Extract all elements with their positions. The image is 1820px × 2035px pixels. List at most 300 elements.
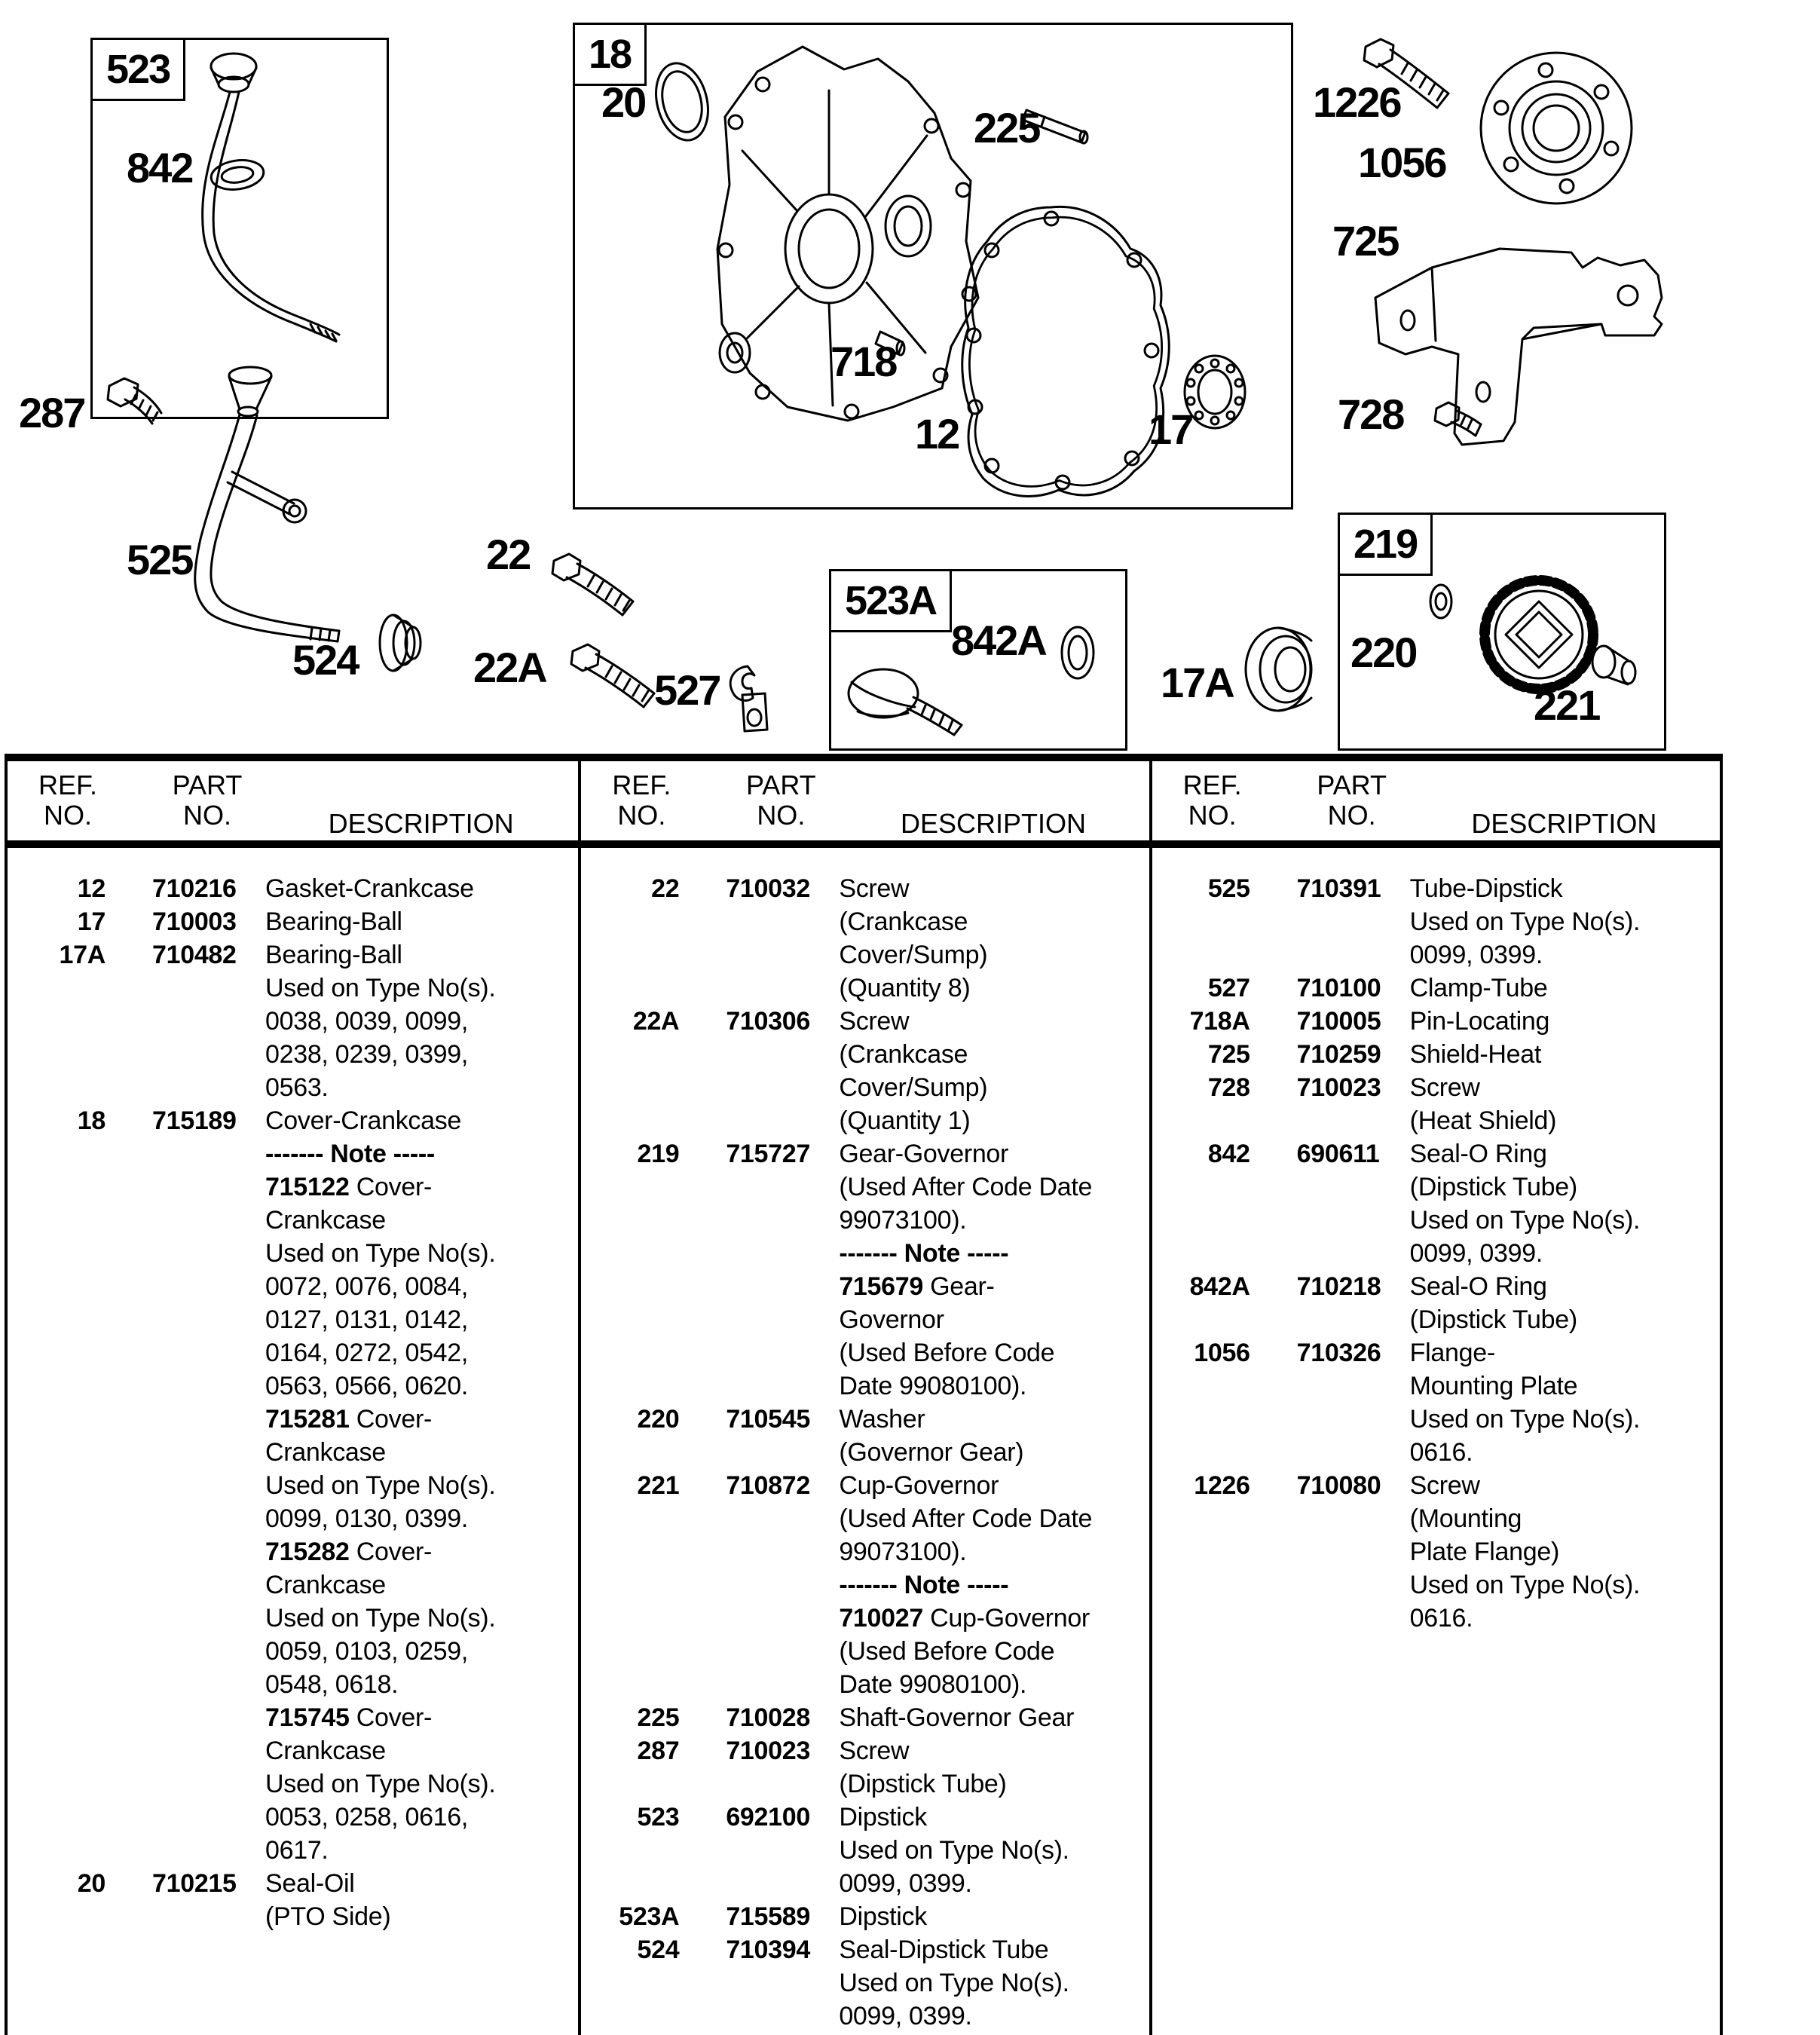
table-row (1152, 1502, 1720, 1535)
part-no (1297, 1403, 1410, 1436)
table-row (8, 1635, 578, 1668)
description: (Quantity 8) (839, 974, 971, 1002)
table-row (1152, 1071, 1720, 1104)
table-row (8, 1900, 578, 1933)
description: (Quantity 1) (839, 1106, 971, 1135)
part-no: 710545 (726, 1405, 810, 1434)
ref-no (581, 972, 679, 1005)
table-row (581, 1900, 1149, 1933)
table-row (581, 1834, 1149, 1867)
part-no (1297, 1369, 1410, 1403)
ref-no (581, 1635, 679, 1668)
table-row (8, 1005, 578, 1038)
part-no (1297, 1237, 1410, 1270)
description: Bearing-Ball (265, 907, 402, 936)
description: Date 99080100). (839, 1372, 1027, 1400)
ref-no: 725 (1207, 1040, 1250, 1069)
header-description: DESCRIPTION (1471, 808, 1657, 839)
part-no: 710394 (726, 1936, 810, 1964)
part-group-label-523A: 523A (829, 569, 952, 632)
ref-no (581, 1602, 679, 1635)
ref-no (8, 972, 106, 1005)
description: Gear-Governor (839, 1140, 1009, 1168)
description: 0099, 0399. (1409, 941, 1543, 969)
table-row (581, 1005, 1149, 1038)
ref-no (1152, 1436, 1250, 1469)
part-no (726, 1171, 839, 1204)
description: Plate Flange) (1409, 1538, 1559, 1566)
part-no (1297, 1436, 1410, 1469)
table-row (8, 1767, 578, 1801)
table-row (8, 905, 578, 938)
table-row (1152, 1436, 1720, 1469)
part-no (726, 1568, 839, 1602)
table-column-3 (1149, 761, 1720, 2035)
part-no: 710216 (152, 874, 237, 903)
ref-no: 219 (637, 1140, 680, 1168)
part-no (726, 1436, 839, 1469)
table-row (8, 1602, 578, 1635)
description: 0238, 0239, 0399, (265, 1040, 469, 1069)
ref-no (581, 2000, 679, 2033)
description: 0563, 0566, 0620. (265, 1372, 469, 1400)
ref-no: 728 (1207, 1073, 1250, 1102)
part-no (152, 1568, 265, 1602)
callout-1226: 1226 (1313, 78, 1401, 126)
ref-no (581, 1966, 679, 2000)
part-no (726, 1767, 839, 1801)
part-no (152, 972, 265, 1005)
table-row (581, 1137, 1149, 1171)
ref-no (8, 1171, 106, 1204)
ref-no (581, 1303, 679, 1336)
description: (Used Before Code (839, 1339, 1055, 1367)
ref-no (581, 1502, 679, 1535)
description: Used on Type No(s). (839, 1969, 1069, 1997)
part-no: 715189 (152, 1106, 237, 1135)
table-row (8, 1867, 578, 1900)
part-no (1297, 938, 1410, 972)
description: Crankcase (265, 1206, 386, 1235)
part-no: 710100 (1296, 974, 1381, 1002)
part-no: 710306 (726, 1007, 810, 1036)
ref-no (581, 1336, 679, 1369)
table-rows (1152, 848, 1720, 1635)
part-no (1297, 1602, 1410, 1635)
description: 0127, 0131, 0142, (265, 1305, 469, 1334)
callout-20: 20 (601, 78, 646, 126)
part-no: 710080 (1296, 1471, 1381, 1500)
part-no (726, 972, 839, 1005)
description: Clamp-Tube (1409, 974, 1548, 1002)
ref-no (581, 1270, 679, 1303)
part-no: 710023 (726, 1737, 810, 1765)
description: Used on Type No(s). (265, 974, 496, 1002)
callout-12: 12 (915, 410, 959, 457)
table-row (581, 905, 1149, 938)
callout-17A: 17A (1161, 659, 1234, 706)
ref-no (581, 938, 679, 972)
description: (Used Before Code (839, 1637, 1055, 1666)
description: Washer (839, 1405, 925, 1434)
table-row (1152, 1104, 1720, 1137)
ref-no (8, 1403, 106, 1436)
part-no: 715727 (726, 1140, 810, 1168)
ref-no (581, 1834, 679, 1867)
table-row (8, 1137, 578, 1171)
description: 0548, 0618. (265, 1670, 399, 1699)
part-no: 710872 (726, 1471, 810, 1500)
description: Shield-Heat (1409, 1040, 1542, 1069)
description: (Heat Shield) (1409, 1106, 1557, 1135)
callout-22: 22 (486, 531, 531, 578)
ref-no (581, 1668, 679, 1701)
description: Dipstick (839, 1803, 927, 1831)
part-no (726, 1867, 839, 1900)
table-row (581, 872, 1149, 905)
table-row (581, 1336, 1149, 1369)
part-no (726, 1834, 839, 1867)
ref-no (8, 1303, 106, 1336)
description: ------- Note ----- (839, 1571, 1009, 1599)
part-no: 710326 (1296, 1339, 1381, 1367)
ref-no (581, 1104, 679, 1137)
description: ------- Note ----- (839, 1239, 1009, 1268)
callout-287: 287 (19, 389, 85, 436)
ref-no (1152, 1369, 1250, 1403)
description: Used on Type No(s). (1409, 1206, 1641, 1235)
callout-718: 718 (830, 338, 897, 385)
table-row (1152, 872, 1720, 905)
part-no (152, 1767, 265, 1801)
ref-no (1152, 1171, 1250, 1204)
table-column-2 (578, 761, 1149, 2035)
part-no (152, 1237, 265, 1270)
ref-no (581, 1237, 679, 1270)
table-row (1152, 1369, 1720, 1403)
callout-842: 842 (127, 144, 193, 191)
description: 715281 Cover- (265, 1405, 433, 1434)
ref-no: 842A (1189, 1272, 1250, 1301)
ref-no (581, 1767, 679, 1801)
description: (Used After Code Date (839, 1504, 1093, 1533)
ref-no: 523A (619, 1902, 680, 1931)
callout-221: 221 (1534, 681, 1600, 729)
ref-no (1152, 1403, 1250, 1436)
part-no (152, 1436, 265, 1469)
table-row (8, 1369, 578, 1403)
ref-no (1152, 1568, 1250, 1602)
description: Seal-Dipstick Tube (839, 1936, 1049, 1964)
ref-no: 225 (637, 1703, 680, 1732)
part-no (152, 1535, 265, 1568)
part-no (152, 1336, 265, 1369)
table-row (581, 1801, 1149, 1834)
callout-728: 728 (1338, 390, 1404, 438)
table-row (1152, 1237, 1720, 1270)
ref-no (581, 1038, 679, 1071)
ref-no (8, 1668, 106, 1701)
ref-no (581, 1369, 679, 1403)
table-row (581, 1369, 1149, 1403)
ref-no: 12 (77, 874, 106, 903)
description: Dipstick (839, 1902, 927, 1931)
part-no: 692100 (726, 1803, 810, 1831)
ref-no (581, 1204, 679, 1237)
table-row (8, 938, 578, 972)
header-ref-no: REF. NO. (38, 770, 97, 831)
table-row (581, 1602, 1149, 1635)
ref-no (1152, 1602, 1250, 1635)
table-header (8, 761, 578, 848)
ref-no (8, 1071, 106, 1104)
description: (Crankcase (839, 907, 968, 936)
ref-no (581, 1568, 679, 1602)
description: Used on Type No(s). (265, 1770, 496, 1798)
table-row (581, 1668, 1149, 1701)
ref-no (8, 1701, 106, 1734)
table-row (1152, 1137, 1720, 1171)
part-no (152, 1369, 265, 1403)
ref-no (1152, 1204, 1250, 1237)
table-row (8, 1303, 578, 1336)
ref-no: 718A (1189, 1007, 1250, 1036)
ref-no (8, 1635, 106, 1668)
ref-no: 524 (637, 1936, 680, 1964)
part-no: 715589 (726, 1902, 810, 1931)
part-group-box-523 (90, 38, 389, 419)
table-row (581, 1701, 1149, 1734)
description: Used on Type No(s). (1409, 1571, 1641, 1599)
table-row (1152, 1038, 1720, 1071)
part-no: 710215 (152, 1869, 237, 1898)
ref-no (8, 1369, 106, 1403)
table-row (581, 938, 1149, 972)
ref-no (8, 1502, 106, 1535)
header-description: DESCRIPTION (328, 808, 514, 839)
table-row (8, 872, 578, 905)
ref-no: 20 (77, 1869, 106, 1898)
part-no (726, 1270, 839, 1303)
table-row (8, 1668, 578, 1701)
table-row (8, 1535, 578, 1568)
part-no (726, 1104, 839, 1137)
description: 0616. (1409, 1604, 1473, 1633)
part-no: 690611 (1296, 1140, 1380, 1168)
description: Cover/Sump) (839, 1073, 988, 1102)
ref-no (8, 1568, 106, 1602)
ref-no: 525 (1207, 874, 1250, 903)
ref-no (8, 1602, 106, 1635)
description: 0053, 0258, 0616, (265, 1803, 469, 1831)
description: Crankcase (265, 1438, 386, 1467)
part-no (726, 1237, 839, 1270)
ref-no (8, 1038, 106, 1071)
description: Shaft-Governor Gear (839, 1703, 1075, 1732)
table-row (8, 1270, 578, 1303)
table-row (8, 1038, 578, 1071)
table-row (1152, 1171, 1720, 1204)
part-no (152, 1635, 265, 1668)
table-row (8, 1237, 578, 1270)
ref-no (1152, 1502, 1250, 1535)
part-no (1297, 1535, 1410, 1568)
ref-no (1152, 1104, 1250, 1137)
ref-no (1152, 1237, 1250, 1270)
ref-no (8, 1900, 106, 1933)
ref-no (1152, 905, 1250, 938)
ref-no (8, 1137, 106, 1171)
table-row (8, 1568, 578, 1602)
table-header (581, 761, 1149, 848)
part-no (152, 1900, 265, 1933)
ref-no: 17A (59, 941, 106, 969)
part-no (152, 1204, 265, 1237)
table-row (1152, 905, 1720, 938)
part-no (1297, 905, 1410, 938)
callout-527: 527 (654, 666, 720, 714)
ref-no: 18 (77, 1106, 106, 1135)
ref-no (581, 1436, 679, 1469)
ref-no (1152, 938, 1250, 972)
part-no (726, 905, 839, 938)
description: (Dipstick Tube) (839, 1770, 1007, 1798)
ref-no: 17 (77, 907, 106, 936)
table-row (581, 1867, 1149, 1900)
description: Screw (839, 874, 910, 903)
table-column-1 (8, 761, 578, 2035)
ref-no (8, 1005, 106, 1038)
description: Seal-Oil (265, 1869, 355, 1898)
description: 715679 Gear- (839, 1272, 995, 1301)
description: Screw (1409, 1073, 1480, 1102)
table-row (581, 1502, 1149, 1535)
description: ------- Note ----- (265, 1140, 435, 1168)
part-no (726, 1602, 839, 1635)
part-no (152, 1701, 265, 1734)
part-no (726, 938, 839, 972)
table-row (581, 1303, 1149, 1336)
description: 0563. (265, 1073, 329, 1102)
ref-no: 523 (637, 1803, 680, 1831)
description: 0059, 0103, 0259, (265, 1637, 469, 1666)
table-row (581, 1635, 1149, 1668)
callout-524: 524 (292, 636, 359, 684)
part-no (152, 1801, 265, 1834)
header-ref-no: REF. NO. (612, 770, 671, 831)
ref-no: 220 (637, 1405, 680, 1434)
part-no (152, 1303, 265, 1336)
description: (Crankcase (839, 1040, 968, 1069)
part-no (726, 1204, 839, 1237)
part-group-label-523: 523 (90, 38, 185, 101)
part-no (152, 1071, 265, 1104)
table-row (581, 1171, 1149, 1204)
table-row (8, 1171, 578, 1204)
table-row (8, 1834, 578, 1867)
ref-no (8, 1469, 106, 1502)
ref-no: 22A (632, 1007, 680, 1036)
table-row (8, 1469, 578, 1502)
description: 0072, 0076, 0084, (265, 1272, 469, 1301)
description: (Mounting (1409, 1504, 1522, 1533)
part-no (1297, 1502, 1410, 1535)
ref-no: 1056 (1194, 1339, 1250, 1367)
part-no (152, 1171, 265, 1204)
part-no (1297, 1303, 1410, 1336)
part-no (726, 1635, 839, 1668)
description: Date 99080100). (839, 1670, 1027, 1699)
part-no (152, 1734, 265, 1767)
part-no (152, 1469, 265, 1502)
table-row (1152, 1535, 1720, 1568)
part-no (1297, 1104, 1410, 1137)
part-no: 710218 (1296, 1272, 1381, 1301)
part-group-label-18: 18 (573, 23, 647, 86)
part-no (152, 1403, 265, 1436)
part-no: 710259 (1296, 1040, 1381, 1069)
ref-no (581, 1867, 679, 1900)
header-description: DESCRIPTION (900, 808, 1087, 839)
description: 0099, 0399. (839, 2002, 972, 2030)
description: 0038, 0039, 0099, (265, 1007, 469, 1036)
table-rows (581, 848, 1149, 2033)
part-no (726, 1336, 839, 1369)
header-part-no: PART NO. (745, 770, 816, 831)
description: Screw (1409, 1471, 1480, 1500)
part-no: 710391 (1296, 874, 1381, 903)
callout-225: 225 (974, 104, 1040, 151)
part-no: 710482 (152, 941, 237, 969)
description: 0617. (265, 1836, 329, 1865)
part-no (726, 1038, 839, 1071)
table-row (581, 1038, 1149, 1071)
part-no (152, 1602, 265, 1635)
part-no (152, 1668, 265, 1701)
table-row (8, 1204, 578, 1237)
description: (Dipstick Tube) (1409, 1173, 1577, 1201)
callout-22A: 22A (473, 644, 546, 691)
ref-no (581, 1071, 679, 1104)
description: 0616. (1409, 1438, 1473, 1467)
table-row (581, 1237, 1149, 1270)
table-row (8, 1701, 578, 1734)
ref-no: 221 (637, 1471, 680, 1500)
description: Flange- (1409, 1339, 1495, 1367)
table-row (8, 1071, 578, 1104)
ref-no (8, 1734, 106, 1767)
part-no (1297, 1204, 1410, 1237)
description: 0099, 0399. (839, 1869, 972, 1898)
ref-no (581, 1535, 679, 1568)
part-no: 710023 (1296, 1073, 1381, 1102)
description: Used on Type No(s). (265, 1239, 496, 1268)
ref-no (8, 1535, 106, 1568)
part-no (152, 1137, 265, 1171)
table-row (8, 1336, 578, 1369)
part-no (152, 1834, 265, 1867)
description: Screw (839, 1007, 910, 1036)
part-no (726, 1966, 839, 2000)
ref-no (8, 1204, 106, 1237)
description: (Used After Code Date (839, 1173, 1093, 1201)
callout-725: 725 (1332, 217, 1399, 265)
table-row (1152, 1403, 1720, 1436)
description: Cover-Crankcase (265, 1106, 462, 1135)
table-row (1152, 1005, 1720, 1038)
table-row (581, 1767, 1149, 1801)
table-row (581, 1403, 1149, 1436)
